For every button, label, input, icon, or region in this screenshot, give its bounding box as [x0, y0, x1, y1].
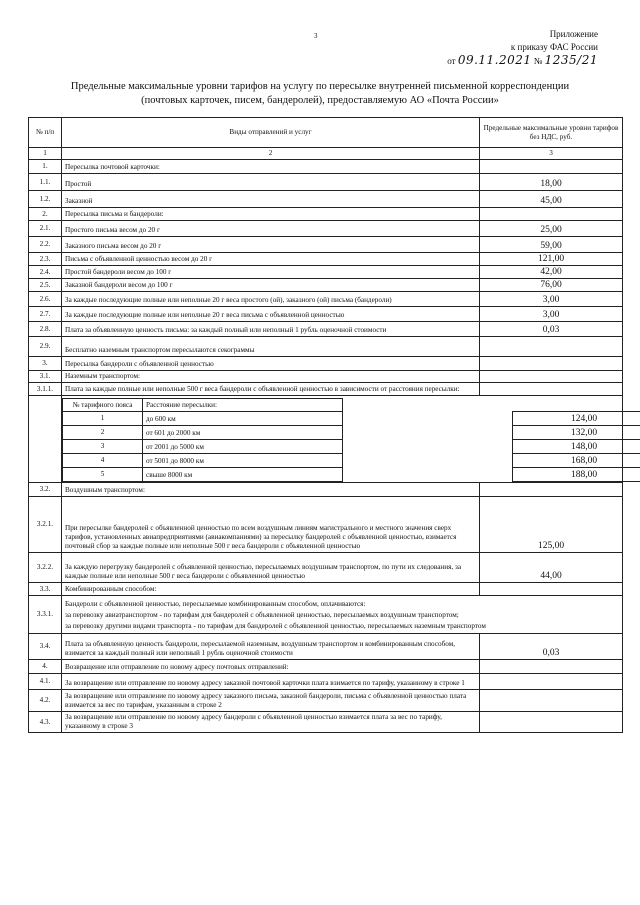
- row-tariff: [480, 357, 623, 371]
- handwritten-order-number: 1235/21: [544, 53, 598, 67]
- table-row: [29, 371, 623, 383]
- table-row: [29, 383, 623, 396]
- row-description: Заказной: [62, 191, 480, 208]
- zone-header-blank: [343, 399, 513, 412]
- row-number: 2.4.: [29, 266, 62, 279]
- row-description: Комбинированным способом:: [62, 583, 480, 596]
- row-description: [62, 596, 623, 634]
- row-number: 3.2.2.: [29, 553, 62, 583]
- zones-block: [62, 396, 623, 483]
- row-description-line: за перевозку авиатранспортом - по тарифам для бандеролей с объявленной ценностью, пересылаемых воздушным транспортом;: [65, 611, 459, 619]
- table-row: [29, 674, 623, 690]
- row-description: За каждую перегрузку бандеролей с объявленной ценностью, пересылаемых воздушным транспортом, по пути их следования, за каждые полные или неполные 500 г веса бандероли с объявленной ценностью: [62, 553, 480, 583]
- header-index-3: 3: [480, 148, 623, 160]
- zone-tariff: 188,00: [513, 468, 640, 482]
- row-description: Простой бандероли весом до 100 г: [62, 266, 480, 279]
- row-number: 3.2.: [29, 483, 62, 497]
- row-number: 2.2.: [29, 237, 62, 253]
- row-tariff: [480, 483, 623, 497]
- row-tariff: 3,00: [480, 292, 623, 307]
- row-tariff: [480, 208, 623, 221]
- zone-header: № тарифного пояса: [63, 399, 143, 412]
- table-row: [29, 596, 623, 634]
- zone-header-blank-2: [513, 399, 640, 412]
- zone-row: [63, 412, 640, 426]
- row-number: 2.1.: [29, 221, 62, 237]
- header-type: Виды отправлений и услуг: [62, 118, 480, 148]
- row-number: 1.1.: [29, 174, 62, 191]
- page-number: 3: [314, 32, 318, 40]
- row-description: Воздушным транспортом:: [62, 483, 480, 497]
- row-tariff: [480, 660, 623, 674]
- row-description: Заказного письма весом до 20 г: [62, 237, 480, 253]
- row-tariff: 121,00: [480, 253, 623, 266]
- row-number: 3.2.1.: [29, 497, 62, 553]
- zone-number: 3: [63, 440, 143, 454]
- row-number: 3.1.: [29, 371, 62, 383]
- row-description: Возвращение или отправление по новому адресу почтовых отправлений:: [62, 660, 480, 674]
- row-number: 2.6.: [29, 292, 62, 307]
- table-row: [29, 253, 623, 266]
- row-description: За каждые последующие полные или неполные 20 г веса письма с объявленной ценностью: [62, 307, 480, 322]
- row-number: 3.3.1.: [29, 596, 62, 634]
- zone-row: [63, 426, 640, 440]
- row-tariff: [480, 337, 623, 357]
- row-number: 4.2.: [29, 690, 62, 712]
- row-tariff: 0,03: [480, 322, 623, 337]
- row-number: 1.2.: [29, 191, 62, 208]
- row-tariff: [480, 160, 623, 174]
- row-description: За возвращение или отправление по новому адресу заказной почтовой карточки плата взимается по тарифу, указанному в строке 1: [62, 674, 480, 690]
- zone-number: 5: [63, 468, 143, 482]
- row-description: Плата за объявленную ценность бандероли, пересылаемой наземным, воздушным транспортом и комбинированным способом, взимается за каждый полный или неполный 1 рубль оценочной стоимости: [62, 634, 480, 660]
- row-number: 3.: [29, 357, 62, 371]
- table-row: [29, 221, 623, 237]
- row-description: Пересылка почтовой карточки:: [62, 160, 480, 174]
- zones-number-cell: [29, 396, 62, 483]
- table-row: [29, 357, 623, 371]
- row-tariff: 0,03: [480, 634, 623, 660]
- zone-number: 2: [63, 426, 143, 440]
- row-number: 2.9.: [29, 337, 62, 357]
- table-row: [29, 690, 623, 712]
- table-row: [29, 266, 623, 279]
- table-row: [29, 337, 623, 357]
- table-row: [29, 174, 623, 191]
- row-number: 4.3.: [29, 712, 62, 733]
- zone-number: 1: [63, 412, 143, 426]
- table-row: [29, 208, 623, 221]
- row-description: Бесплатно наземным транспортом пересылаются секограммы: [62, 337, 480, 357]
- table-row: [29, 292, 623, 307]
- appendix-block: [447, 28, 598, 68]
- header-index-2: 2: [62, 148, 480, 160]
- row-tariff: 125,00: [480, 497, 623, 553]
- table-row: [29, 583, 623, 596]
- table-row: [29, 307, 623, 322]
- zone-spacer: [343, 412, 513, 426]
- row-tariff: 3,00: [480, 307, 623, 322]
- zone-tariff: 132,00: [513, 426, 640, 440]
- table-row: [29, 191, 623, 208]
- row-description: Пересылка письма и бандероли:: [62, 208, 480, 221]
- document-title: Предельные максимальные уровни тарифов на услугу по пересылке внутренней письменной корреспонденции (почтовых карточек, писем, бандеролей), предоставляемую АО «Почта России»: [70, 81, 570, 106]
- row-tariff: [480, 583, 623, 596]
- row-description: Письма с объявленной ценностью весом до 20 г: [62, 253, 480, 266]
- zone-spacer: [343, 454, 513, 468]
- zone-spacer: [343, 468, 513, 482]
- table-row: [29, 712, 623, 733]
- row-tariff: [480, 371, 623, 383]
- zone-number: 4: [63, 454, 143, 468]
- zone-tariff: 148,00: [513, 440, 640, 454]
- row-tariff: 59,00: [480, 237, 623, 253]
- tariff-table: [28, 117, 623, 733]
- row-tariff: 45,00: [480, 191, 623, 208]
- row-description: Простой: [62, 174, 480, 191]
- row-description-line: Бандероли с объявленной ценностью, пересылаемые комбинированным способом, оплачиваются:: [65, 600, 366, 608]
- row-description: За каждые последующие полные или неполные 20 г веса простого (ой), заказного (ой) письма (бандероли): [62, 292, 480, 307]
- row-number: 3.1.1.: [29, 383, 62, 396]
- row-description: При пересылке бандеролей с объявленной ценностью по всем воздушным линиям магистрального и местного значения сверх тарифов, установленных авиапредприятиями (авиакомпаниями) за пересылку бандеролей с объявленной ценностью, взимается почтовый сбор за каждые полные или неполные 500 г веса бандероли с объявленной ценностью: [62, 497, 480, 553]
- row-number: 3.3.: [29, 583, 62, 596]
- zone-distance: от 601 до 2000 км: [143, 426, 343, 440]
- table-row: [29, 483, 623, 497]
- zone-tariff: 124,00: [513, 412, 640, 426]
- table-row: [29, 322, 623, 337]
- table-row: [29, 160, 623, 174]
- row-tariff: 76,00: [480, 279, 623, 292]
- row-tariff: 44,00: [480, 553, 623, 583]
- appendix-order: к приказу ФАС России: [510, 42, 598, 52]
- zone-row: [63, 454, 640, 468]
- table-row: [29, 279, 623, 292]
- zone-spacer: [343, 426, 513, 440]
- appendix-date-line: от 09.11.2021 № 1235/21: [447, 53, 598, 67]
- row-description: За возвращение или отправление по новому адресу бандероли с объявленной ценностью взимается плата за вес по тарифу, указанному в строке 3: [62, 712, 480, 733]
- table-row: [29, 553, 623, 583]
- table-row: [29, 634, 623, 660]
- row-tariff: [480, 674, 623, 690]
- row-number: 3.4.: [29, 634, 62, 660]
- header-number: № п/п: [29, 118, 62, 148]
- table-row: [29, 660, 623, 674]
- zone-tariff: 168,00: [513, 454, 640, 468]
- zone-row: [63, 468, 640, 482]
- row-number: 2.: [29, 208, 62, 221]
- zones-table: [62, 398, 640, 482]
- row-description: Плата за объявленную ценность письма: за каждый полный или неполный 1 рубль оценочной стоимости: [62, 322, 480, 337]
- zone-distance: свыше 8000 км: [143, 468, 343, 482]
- distance-header: Расстояние пересылки:: [143, 399, 343, 412]
- row-number: 4.1.: [29, 674, 62, 690]
- row-description: Простого письма весом до 20 г: [62, 221, 480, 237]
- row-description: Заказной бандероли весом до 100 г: [62, 279, 480, 292]
- row-tariff: 42,00: [480, 266, 623, 279]
- table-row: [29, 497, 623, 553]
- row-tariff: [480, 712, 623, 733]
- row-tariff: 18,00: [480, 174, 623, 191]
- header-index-1: 1: [29, 148, 62, 160]
- zone-row: [63, 440, 640, 454]
- zones-row: [29, 396, 623, 483]
- row-number: 2.7.: [29, 307, 62, 322]
- row-number: 2.3.: [29, 253, 62, 266]
- zone-distance: от 5001 до 8000 км: [143, 454, 343, 468]
- row-description: Плата за каждые полные или неполные 500 г веса бандероли с объявленной ценностью в зависимости от расстояния пересылки:: [62, 383, 480, 396]
- row-tariff: 25,00: [480, 221, 623, 237]
- row-number: 1.: [29, 160, 62, 174]
- row-description: За возвращение или отправление по новому адресу заказного письма, заказной бандероли, письма с объявленной ценностью плата взимается за вес по тарифам, указанным в строке 2: [62, 690, 480, 712]
- row-number: 2.5.: [29, 279, 62, 292]
- zone-distance: от 2001 до 5000 км: [143, 440, 343, 454]
- table-row: [29, 237, 623, 253]
- row-tariff: [480, 383, 623, 396]
- row-number: 4.: [29, 660, 62, 674]
- row-number: 2.8.: [29, 322, 62, 337]
- row-tariff: [480, 690, 623, 712]
- header-tariff: Предельные максимальные уровни тарифов без НДС, руб.: [480, 118, 623, 148]
- zone-distance: до 600 км: [143, 412, 343, 426]
- zone-spacer: [343, 440, 513, 454]
- row-description: Наземным транспортом:: [62, 371, 480, 383]
- handwritten-date: 09.11.2021: [457, 53, 532, 67]
- row-description: Пересылка бандероли с объявленной ценностью: [62, 357, 480, 371]
- row-description-line: за перевозку другими видами транспорта - по тарифам для бандеролей с объявленной ценностью, пересылаемых наземным транспортом: [65, 622, 486, 630]
- appendix-title: Приложение: [549, 29, 598, 39]
